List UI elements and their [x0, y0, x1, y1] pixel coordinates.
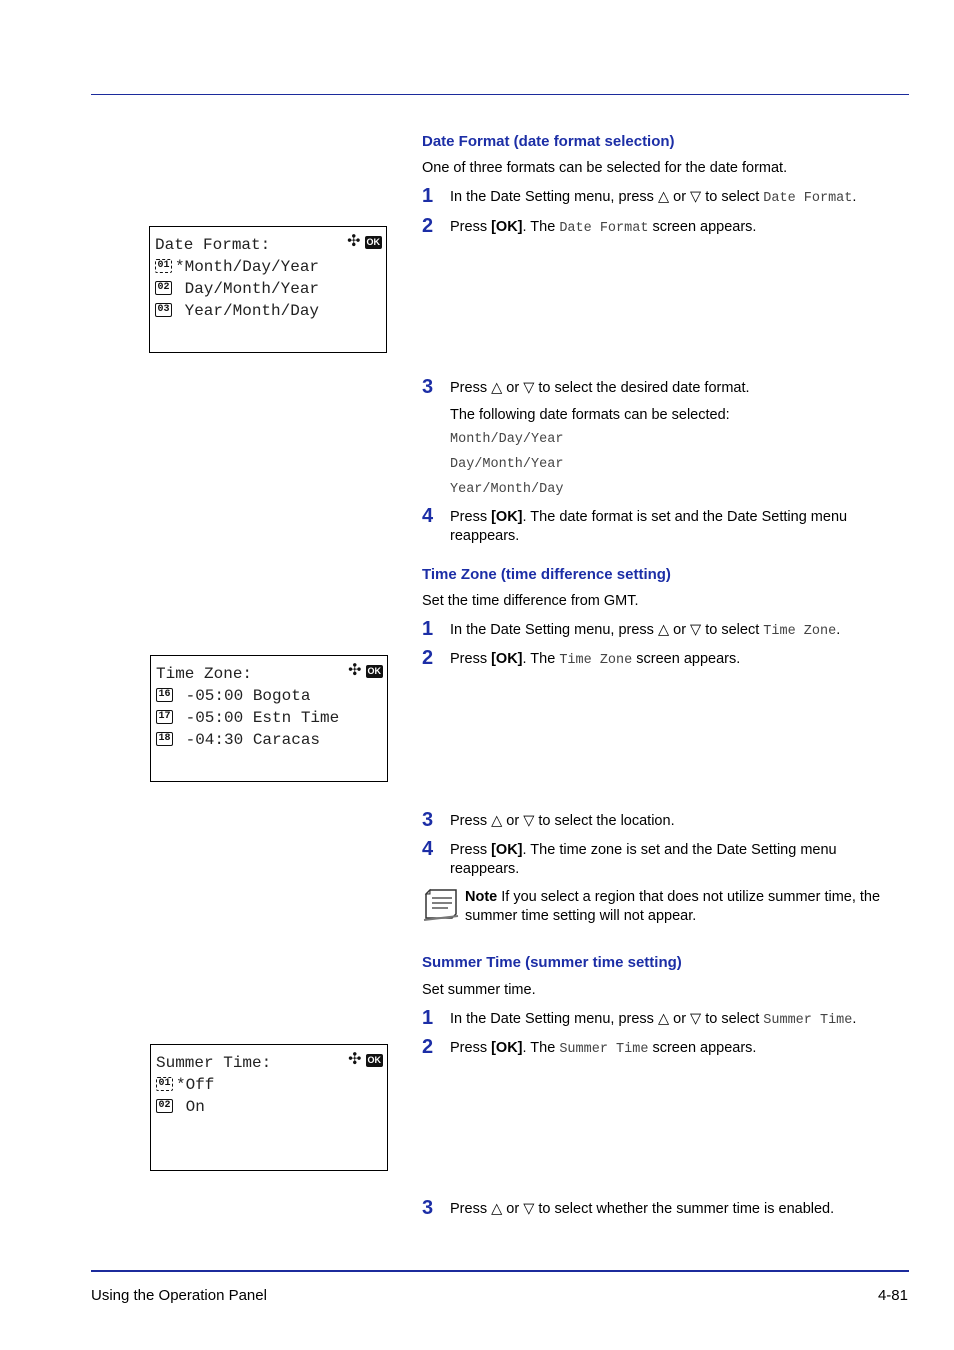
- lcd-title: Summer Time:: [156, 1054, 272, 1072]
- formats-intro: The following date formats can be selected:: [450, 407, 730, 423]
- navigation-arrows-icon: ✣: [348, 662, 362, 679]
- header-rule: [91, 94, 909, 95]
- lcd-icons: [347, 234, 382, 250]
- step-text: In the Date Setting menu, press △ or ▽ to select Date Format.: [450, 189, 857, 206]
- step-text: Press [OK]. The Date Format screen appears.: [450, 219, 757, 236]
- step-number: 3: [422, 376, 434, 398]
- lcd-item-number: 17: [156, 710, 173, 724]
- lcd-item-number: 01: [155, 259, 172, 273]
- step-number: 4: [422, 505, 434, 527]
- ok-key-icon: OK: [367, 665, 381, 676]
- format-option: Day/Month/Year: [450, 457, 564, 472]
- note-text: Note If you select a region that does not utilize summer time, the summer time setting will not appear.: [465, 889, 881, 924]
- lcd-item-text: On: [176, 1098, 205, 1116]
- lcd-item-text: *Off: [176, 1076, 215, 1094]
- step-text: Press [OK]. The Summer Time screen appears.: [450, 1040, 757, 1057]
- ok-key-icon: OK: [366, 236, 380, 247]
- step-text: Press [OK]. The Time Zone screen appears.: [450, 651, 741, 668]
- lcd-item-text: Day/Month/Year: [175, 280, 320, 298]
- step-number: 3: [422, 809, 434, 831]
- format-option: Month/Day/Year: [450, 432, 564, 447]
- lcd-screen-summer-time: [150, 1044, 388, 1171]
- step-number: 1: [422, 185, 434, 207]
- step-number: 1: [422, 1007, 434, 1029]
- navigation-arrows-icon: ✣: [347, 233, 361, 250]
- step-number: 2: [422, 215, 434, 237]
- lcd-item-text: -05:00 Bogota: [176, 687, 311, 705]
- lcd-item-number: 01: [156, 1077, 173, 1091]
- step-text: Press △ or ▽ to select whether the summer time is enabled.: [450, 1201, 835, 1217]
- lcd-item-number: 02: [156, 1099, 173, 1113]
- lcd-item-text: -05:00 Estn Time: [176, 709, 340, 727]
- format-option: Year/Month/Day: [450, 482, 564, 497]
- lcd-item-number: 02: [155, 281, 172, 295]
- page-number: 4-81: [877, 1287, 908, 1304]
- lcd-icons: [348, 1052, 383, 1068]
- ok-key-icon: OK: [367, 1054, 381, 1065]
- lcd-item-text: Year/Month/Day: [175, 302, 320, 320]
- lcd-item-number: 16: [156, 688, 173, 702]
- step-text: Press △ or ▽ to select the location.: [450, 813, 675, 829]
- lcd-item-text: *Month/Day/Year: [175, 258, 320, 276]
- lcd-icons: [348, 663, 383, 679]
- step-text: Press △ or ▽ to select the desired date format.: [450, 380, 750, 396]
- section-intro: Set the time difference from GMT.: [422, 593, 639, 609]
- section-title-time-zone: Time Zone (time difference setting): [422, 566, 671, 583]
- footer-section-name: Using the Operation Panel: [91, 1287, 267, 1304]
- step-number: 1: [422, 618, 434, 640]
- lcd-screen-time-zone: [150, 655, 388, 782]
- section-intro: Set summer time.: [422, 982, 536, 998]
- lcd-title: Date Format:: [155, 236, 271, 254]
- navigation-arrows-icon: ✣: [348, 1051, 362, 1068]
- step-number: 2: [422, 1036, 434, 1058]
- step-number: 4: [422, 838, 434, 860]
- step-text: Press [OK]. The time zone is set and the Date Setting menu reappears.: [450, 842, 837, 877]
- section-intro: One of three formats can be selected for the date format.: [422, 160, 788, 176]
- step-number: 3: [422, 1197, 434, 1219]
- lcd-title: Time Zone:: [156, 665, 253, 683]
- step-text: In the Date Setting menu, press △ or ▽ to select Summer Time.: [450, 1011, 857, 1028]
- footer-rule: [91, 1270, 909, 1272]
- step-text: Press [OK]. The date format is set and the Date Setting menu reappears.: [450, 509, 848, 544]
- step-number: 2: [422, 647, 434, 669]
- note-icon: [422, 887, 460, 921]
- section-title-date-format: Date Format (date format selection): [422, 133, 675, 150]
- step-text: In the Date Setting menu, press △ or ▽ to select Time Zone.: [450, 622, 841, 639]
- section-title-summer-time: Summer Time (summer time setting): [422, 954, 682, 971]
- lcd-item-number: 18: [156, 732, 173, 746]
- lcd-item-text: -04:30 Caracas: [176, 731, 321, 749]
- lcd-screen-date-format: [149, 226, 387, 353]
- lcd-item-number: 03: [155, 303, 172, 317]
